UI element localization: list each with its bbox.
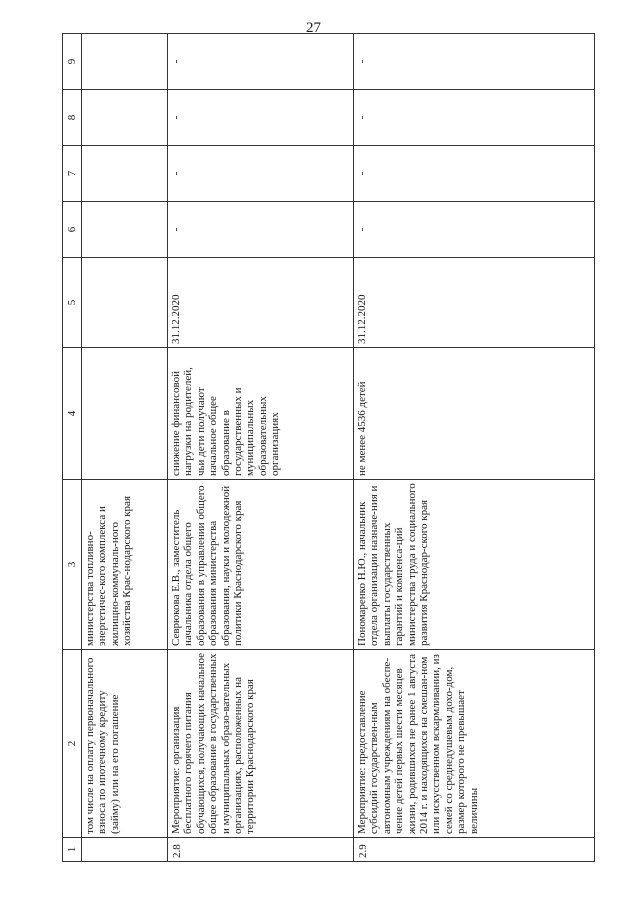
header-cell-3: 3 [63,480,82,650]
table-row [82,34,168,862]
col9-cell [82,34,168,90]
table-row [168,34,354,862]
col9-cell: - [354,34,595,90]
header-cell-1: 1 [63,838,82,862]
activity-cell: Мероприятие: организация бесплатного горячего питания обучающихся, получающих начальное общее образование в государственных и муниципальных образо-вательных организациях, расположенных на территории Краснодарского края [168,650,354,838]
header-cell-9: 9 [63,34,82,90]
date-cell: 31.12.2020 [354,258,595,348]
page-number: 27 [306,20,321,36]
header-cell-7: 7 [63,146,82,202]
executor-cell: министерства топливно-энергетичес-кого комплекса и жилищно-коммуналь-ного хозяйства Крас-нодарского края [82,480,168,650]
rotated-table-container [62,34,595,862]
activities-table [62,33,595,862]
header-cell-2: 2 [63,650,82,838]
col6-cell: - [354,202,595,258]
date-cell [82,258,168,348]
col8-cell [82,90,168,146]
executor-cell: Севрюкова Е.В., заместитель начальника отдела общего образования в управлении общего образования министерства образования, науки и молодежной политики Краснодарского края [168,480,354,650]
table-row [354,34,595,862]
executor-cell: Пономаренко Н.Ю., начальник отдела организации назначе-ния и выплаты государственных гарантий и компенса-ций министерства труда и социального развития Краснодар-ского края [354,480,595,650]
activity-cell: Мероприятие: предоставление субсидий государствен-ным автономным учреждениям на обеспе-чение детей первых шести месяцев жизни, родившихся не ранее 1 августа 2014 г. и находящихся на смешан-ном или искусственном вскармливании, из семей со среднедушевым дохо-дом, размер которого не превышает величины [354,650,595,838]
header-cell-8: 8 [63,90,82,146]
header-cell-4: 4 [63,348,82,480]
col8-cell: - [354,90,595,146]
row-number [82,838,168,862]
result-cell: не менее 4536 детей [354,348,595,480]
header-cell-5: 5 [63,258,82,348]
activity-cell: том числе на оплату первоначального взноса по ипотечному кредиту (займу) или на его погашение [82,650,168,838]
col8-cell: - [168,90,354,146]
col6-cell [82,202,168,258]
result-cell: снижение финансовой нагрузки на родителей, чьи дети получают начальное общее образование в государственных и муниципальных образовательных организациях [168,348,354,480]
header-row [63,34,82,862]
row-number: 2.9 [354,838,595,862]
col6-cell: - [168,202,354,258]
col9-cell: - [168,34,354,90]
date-cell: 31.12.2020 [168,258,354,348]
row-number: 2.8 [168,838,354,862]
col7-cell: - [168,146,354,202]
col7-cell [82,146,168,202]
col7-cell: - [354,146,595,202]
header-cell-6: 6 [63,202,82,258]
result-cell [82,348,168,480]
